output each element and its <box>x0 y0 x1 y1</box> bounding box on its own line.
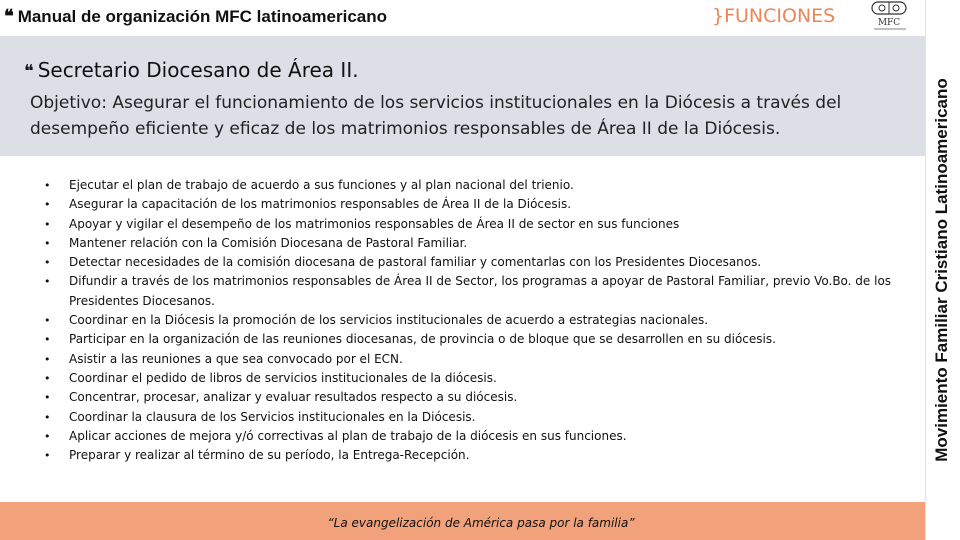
list-item <box>44 350 894 369</box>
quote-icon: ❝ <box>24 61 34 82</box>
bullet-icon: • <box>44 236 51 250</box>
bullet-icon: • <box>44 371 51 385</box>
bullet-icon: • <box>44 352 51 366</box>
list-item-text: Coordinar la clausura de los Servicios institucionales en la Diócesis. <box>69 409 476 424</box>
list-item <box>44 408 894 427</box>
list-item <box>44 427 894 446</box>
list-item-text: Preparar y realizar al término de su período, la Entrega-Recepción. <box>69 448 470 463</box>
mfc-logo-icon <box>866 0 916 34</box>
list-item <box>44 369 894 388</box>
list-item <box>44 388 894 407</box>
list-item-text: Difundir a través de los matrimonios responsables de Área II de Sector, los programas a apoyar de Pastoral Familiar, previo Vo.Bo. de los Presidentes Diocesanos. <box>69 274 892 308</box>
bullet-icon: • <box>44 410 51 424</box>
bullet-icon: • <box>44 179 51 192</box>
side-organization-name: Movimiento Familiar Cristiano Latinoamericano <box>932 78 951 462</box>
list-item-text: Aplicar acciones de mejora y/ó correctivas al plan de trabajo de la diócesis en sus funciones. <box>69 428 627 443</box>
list-item <box>44 176 894 195</box>
section-label: }FUNCIONES <box>712 5 836 27</box>
list-item <box>44 311 894 330</box>
bullet-icon: • <box>44 449 51 463</box>
list-item <box>44 253 894 272</box>
page-title <box>24 58 359 82</box>
list-item-text: Detectar necesidades de la comisión diocesana de pastoral familiar y comentarlas con los Presidentes Diocesanos. <box>69 255 762 270</box>
bullet-icon: • <box>44 275 51 289</box>
list-item <box>44 446 894 465</box>
list-item-text: Asegurar la capacitación de los matrimonios responsables de Área II de la Diócesis. <box>69 197 572 212</box>
list-item-text: Asistir a las reuniones a que sea convocado por el ECN. <box>69 351 403 366</box>
bullet-icon: • <box>44 391 51 405</box>
bullet-icon: • <box>44 333 51 347</box>
bullet-icon: • <box>44 429 51 443</box>
list-item-text: Ejecutar el plan de trabajo de acuerdo a sus funciones y al plan nacional del trienio. <box>69 178 574 192</box>
list-item <box>44 195 894 214</box>
page-title-text: Secretario Diocesano de Área II. <box>37 58 359 82</box>
objective-text: Objetivo: Asegurar el funcionamiento de los servicios institucionales en la Diócesis a través del desempeño eficiente y eficaz de los matrimonios responsables de Área II de la Diócesis. <box>30 93 842 139</box>
list-item <box>44 234 894 253</box>
list-item <box>44 330 894 349</box>
list-item <box>44 215 894 234</box>
list-item-text: Mantener relación con la Comisión Diocesana de Pastoral Familiar. <box>69 235 468 250</box>
bullet-icon: • <box>44 217 51 231</box>
list-item-text: Concentrar, procesar, analizar y evaluar resultados respecto a su diócesis. <box>69 390 518 405</box>
bullet-icon: • <box>44 314 51 328</box>
document-title-text: Manual de organización MFC latinoamericano <box>17 7 388 26</box>
logo-text: MFC <box>877 18 901 28</box>
quote-icon: ❝ <box>4 6 14 27</box>
list-item-text: Apoyar y vigilar el desempeño de los matrimonios responsables de Área II de sector en sus funciones <box>69 216 680 231</box>
list-item-text: Participar en la organización de las reuniones diocesanas, de provincia o de bloque que se desarrollen en su diócesis. <box>69 332 776 347</box>
list-item-text: Coordinar el pedido de libros de servicios institucionales de la diócesis. <box>69 370 497 385</box>
bullet-icon: • <box>44 198 51 212</box>
functions-list <box>44 176 894 465</box>
list-item <box>44 272 894 311</box>
list-item-text: Coordinar en la Diócesis la promoción de los servicios institucionales de acuerdo a estrategias nacionales. <box>69 313 709 328</box>
bullet-icon: • <box>44 256 51 270</box>
footer-quote: “La evangelización de América pasa por la familia” <box>327 516 635 530</box>
document-title <box>4 6 387 27</box>
